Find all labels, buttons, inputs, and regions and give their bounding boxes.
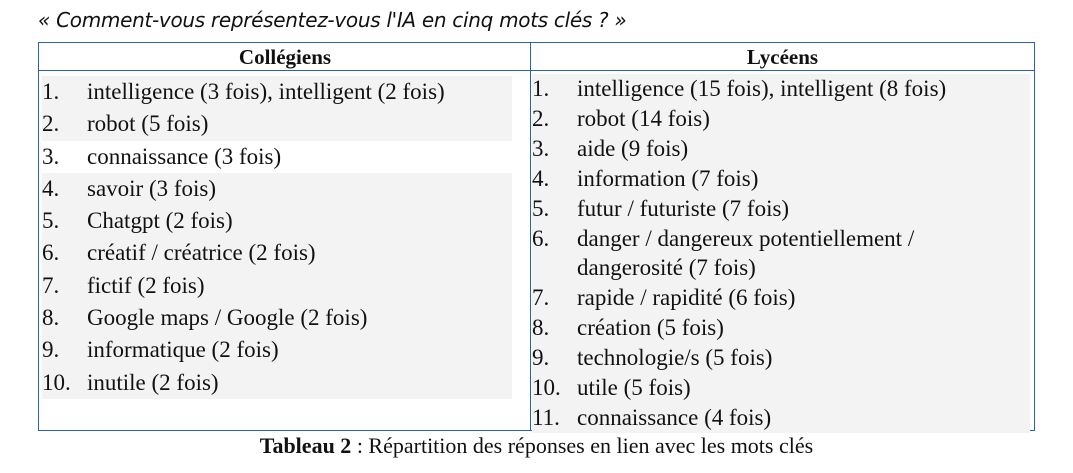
item-text: intelligence (3 fois), intelligent (2 fois)	[87, 79, 445, 104]
header-lyceens: Lycéens	[531, 43, 1034, 71]
item-text: danger / dangereux potentiellement / dangerosité (7 fois)	[577, 225, 915, 281]
item-text: inutile (2 fois)	[87, 369, 219, 395]
list-item	[42, 367, 512, 399]
list-item	[42, 141, 512, 173]
list-item	[532, 373, 1030, 403]
item-number: 6.	[42, 240, 60, 266]
list-item	[42, 205, 512, 237]
item-number: 6.	[532, 225, 550, 251]
item-text: connaissance (3 fois)	[87, 143, 282, 169]
item-number: 10.	[532, 375, 561, 401]
list-item	[42, 237, 512, 269]
list-item	[42, 334, 512, 366]
list-item	[42, 270, 512, 302]
item-text: connaissance (4 fois)	[577, 404, 772, 430]
caption-text: : Répartition des réponses en lien avec les mots clés	[351, 433, 814, 458]
item-number: 5.	[532, 195, 550, 221]
list-item	[42, 173, 512, 205]
item-text: utile (5 fois)	[577, 375, 691, 401]
item-number: 1.	[42, 79, 60, 104]
caption-label: Tableau 2	[259, 433, 352, 458]
header-collegiens: Collégiens	[39, 43, 531, 71]
item-text: création (5 fois)	[577, 315, 724, 341]
item-text: intelligence (15 fois), intelligent (8 fois)	[577, 76, 947, 101]
list-item	[532, 283, 1030, 313]
keywords-table	[38, 42, 1035, 431]
item-number: 5.	[42, 208, 60, 234]
list-item	[532, 104, 1030, 134]
item-text: futur / futuriste (7 fois)	[577, 195, 790, 221]
list-item	[532, 194, 1030, 224]
collegiens-list	[42, 76, 512, 399]
item-text: Google maps / Google (2 fois)	[87, 305, 368, 331]
item-text: Chatgpt (2 fois)	[87, 208, 233, 234]
list-item	[532, 403, 1030, 433]
item-number: 10.	[42, 369, 71, 395]
item-text: créatif / créatrice (2 fois)	[87, 240, 316, 266]
list-item	[532, 313, 1030, 343]
item-number: 7.	[532, 285, 550, 311]
lyceens-list	[532, 74, 1030, 433]
item-number: 2.	[532, 105, 550, 131]
item-number: 4.	[42, 175, 60, 201]
column-divider	[530, 43, 531, 430]
list-item	[532, 164, 1030, 194]
item-text: aide (9 fois)	[577, 135, 689, 161]
list-item	[42, 302, 512, 334]
survey-question: « Comment-vous représentez-vous l'IA en cinq mots clés ? »	[38, 8, 627, 32]
item-number: 3.	[42, 143, 60, 169]
item-number: 7.	[42, 272, 60, 298]
item-number: 3.	[532, 135, 550, 161]
item-text: savoir (3 fois)	[87, 175, 217, 201]
list-item	[42, 76, 512, 108]
item-number: 9.	[42, 337, 60, 363]
item-text: information (7 fois)	[577, 165, 759, 191]
list-item	[532, 343, 1030, 373]
item-text: technologie/s (5 fois)	[577, 345, 773, 371]
item-number: 11.	[532, 404, 560, 430]
list-item	[532, 134, 1030, 164]
item-text: robot (5 fois)	[87, 111, 209, 137]
item-number: 9.	[532, 345, 550, 371]
table-caption	[0, 433, 1073, 459]
item-number: 4.	[532, 165, 550, 191]
item-number: 8.	[42, 305, 60, 331]
list-item	[42, 108, 512, 140]
item-number: 8.	[532, 315, 550, 341]
item-number: 1.	[532, 76, 550, 101]
item-text: rapide / rapidité (6 fois)	[577, 285, 796, 311]
item-text: informatique (2 fois)	[87, 337, 279, 363]
item-text: fictif (2 fois)	[87, 272, 205, 298]
item-text: robot (14 fois)	[577, 105, 710, 131]
item-number: 2.	[42, 111, 60, 137]
list-item	[532, 224, 1030, 284]
list-item	[532, 74, 1030, 104]
